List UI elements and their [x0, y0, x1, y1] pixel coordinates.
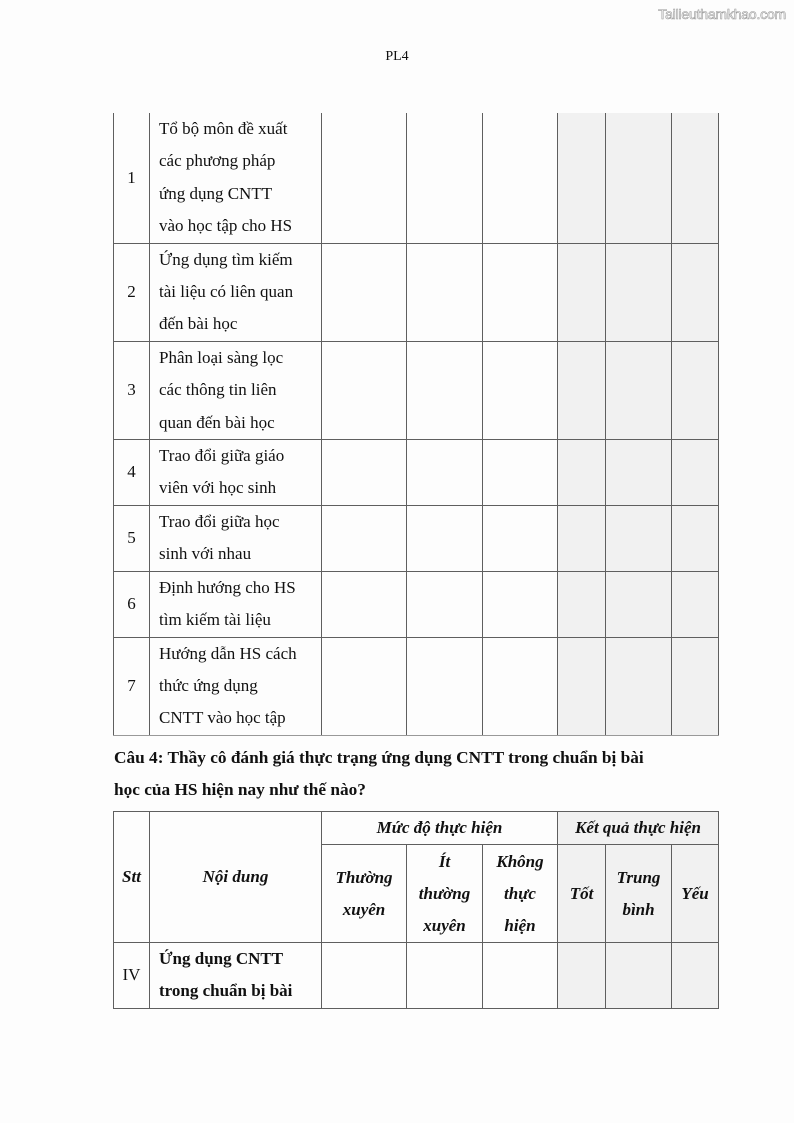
row-number: 2	[114, 243, 150, 341]
question-line: Câu 4: Thầy cô đánh giá thực trạng ứng dụng CNTT trong chuẩn bị bài	[114, 748, 644, 767]
table-row	[114, 113, 719, 243]
cell-thuong-xuyen[interactable]	[322, 571, 407, 637]
row-content	[150, 943, 322, 1009]
row-content	[150, 571, 322, 637]
cell-tot[interactable]	[558, 943, 606, 1009]
cell-tot[interactable]	[558, 341, 606, 439]
header-it-thuong-xuyen	[407, 845, 483, 943]
cell-it-thuong-xuyen[interactable]	[407, 440, 483, 506]
cell-it-thuong-xuyen[interactable]	[407, 943, 483, 1009]
content-line: ứng dụng CNTT	[159, 183, 273, 203]
cell-tot[interactable]	[558, 113, 606, 243]
header-stt: Stt	[114, 812, 150, 943]
survey-table-continued	[113, 113, 719, 736]
header-line: Không	[496, 851, 544, 871]
cell-thuong-xuyen[interactable]	[322, 943, 407, 1009]
row-number: 3	[114, 341, 150, 439]
content-line: tài liệu có liên quan	[159, 282, 294, 302]
content-line: các thông tin liên	[159, 380, 277, 400]
cell-trung-binh[interactable]	[606, 943, 672, 1009]
cell-tot[interactable]	[558, 243, 606, 341]
table-row	[114, 637, 719, 735]
content-line: quan đến bài học	[159, 412, 275, 432]
table-row	[114, 571, 719, 637]
cell-it-thuong-xuyen[interactable]	[407, 243, 483, 341]
cell-trung-binh[interactable]	[606, 505, 672, 571]
cell-yeu[interactable]	[672, 243, 719, 341]
cell-it-thuong-xuyen[interactable]	[407, 637, 483, 735]
page-number: PL4	[385, 49, 409, 64]
header-line: hiện	[504, 915, 536, 935]
cell-tot[interactable]	[558, 505, 606, 571]
header-group-level: Mức độ thực hiện	[322, 812, 558, 845]
cell-yeu[interactable]	[672, 637, 719, 735]
cell-it-thuong-xuyen[interactable]	[407, 341, 483, 439]
row-number: 4	[114, 440, 150, 506]
header-line: Yếu	[681, 883, 709, 903]
header-content: Nội dung	[150, 812, 322, 943]
cell-trung-binh[interactable]	[606, 637, 672, 735]
row-content	[150, 637, 322, 735]
content-line: thức ứng dụng	[159, 675, 258, 695]
table-row	[114, 341, 719, 439]
row-number: 5	[114, 505, 150, 571]
table-row	[114, 505, 719, 571]
header-line: bình	[622, 899, 655, 919]
table-row	[114, 243, 719, 341]
cell-trung-binh[interactable]	[606, 341, 672, 439]
cell-thuong-xuyen[interactable]	[322, 440, 407, 506]
cell-thuong-xuyen[interactable]	[322, 505, 407, 571]
cell-tot[interactable]	[558, 440, 606, 506]
row-number: IV	[114, 943, 150, 1009]
cell-it-thuong-xuyen[interactable]	[407, 113, 483, 243]
cell-thuong-xuyen[interactable]	[322, 243, 407, 341]
cell-khong-thuc-hien[interactable]	[483, 505, 558, 571]
cell-yeu[interactable]	[672, 341, 719, 439]
question-heading	[114, 742, 724, 806]
content-line: Tổ bộ môn đề xuất	[159, 119, 288, 138]
content-line: Phân loại sàng lọc	[159, 347, 284, 367]
cell-thuong-xuyen[interactable]	[322, 341, 407, 439]
table-row	[114, 943, 719, 1009]
cell-it-thuong-xuyen[interactable]	[407, 571, 483, 637]
header-line: xuyên	[423, 915, 466, 935]
header-line: thực	[504, 883, 536, 903]
cell-thuong-xuyen[interactable]	[322, 113, 407, 243]
header-line: Ít	[438, 851, 451, 871]
content-line: viên với học sinh	[159, 478, 277, 498]
row-number: 7	[114, 637, 150, 735]
header-row-group	[114, 812, 719, 845]
content-line: Trao đổi giữa học	[159, 511, 280, 531]
content-line: trong chuẩn bị bài	[159, 981, 293, 1001]
cell-it-thuong-xuyen[interactable]	[407, 505, 483, 571]
table-row	[114, 440, 719, 506]
question-line: học của HS hiện nay như thế nào?	[114, 780, 366, 799]
row-content	[150, 440, 322, 506]
content-line: Định hướng cho HS	[159, 577, 296, 597]
cell-yeu[interactable]	[672, 505, 719, 571]
watermark: Tailieuthamkhao.com	[658, 6, 786, 22]
content-line: các phương pháp	[159, 151, 276, 171]
content-line: Hướng dẫn HS cách	[159, 643, 297, 663]
cell-khong-thuc-hien[interactable]	[483, 637, 558, 735]
cell-khong-thuc-hien[interactable]	[483, 113, 558, 243]
header-line: Tốt	[569, 883, 594, 903]
row-number: 1	[114, 113, 150, 243]
header-trung-binh	[606, 845, 672, 943]
header-khong-thuc-hien	[483, 845, 558, 943]
cell-khong-thuc-hien[interactable]	[483, 943, 558, 1009]
content-line: đến bài học	[159, 314, 238, 334]
cell-yeu[interactable]	[672, 113, 719, 243]
row-content	[150, 505, 322, 571]
cell-yeu[interactable]	[672, 440, 719, 506]
cell-khong-thuc-hien[interactable]	[483, 243, 558, 341]
cell-yeu[interactable]	[672, 571, 719, 637]
cell-khong-thuc-hien[interactable]	[483, 440, 558, 506]
cell-trung-binh[interactable]	[606, 571, 672, 637]
header-group-result: Kết quả thực hiện	[558, 812, 719, 845]
content-line: vào học tập cho HS	[159, 216, 293, 236]
content-line: tìm kiếm tài liệu	[159, 610, 271, 630]
cell-tot[interactable]	[558, 637, 606, 735]
header-tot	[558, 845, 606, 943]
content-line: Trao đổi giữa giáo	[159, 446, 285, 466]
header-thuong-xuyen	[322, 845, 407, 943]
row-content	[150, 243, 322, 341]
content-line: sinh với nhau	[159, 544, 252, 564]
cell-tot[interactable]	[558, 571, 606, 637]
survey-table-q4	[113, 811, 719, 1009]
row-content	[150, 341, 322, 439]
cell-trung-binh[interactable]	[606, 243, 672, 341]
header-line: Trung	[616, 867, 661, 887]
header-line: xuyên	[342, 899, 386, 919]
header-yeu	[672, 845, 719, 943]
cell-trung-binh[interactable]	[606, 113, 672, 243]
cell-khong-thuc-hien[interactable]	[483, 341, 558, 439]
row-number: 6	[114, 571, 150, 637]
header-line: Thường	[335, 867, 393, 887]
cell-trung-binh[interactable]	[606, 440, 672, 506]
content-line: Ứng dụng CNTT	[159, 949, 284, 968]
content-line: Ứng dụng tìm kiếm	[159, 249, 293, 269]
header-line: thường	[418, 883, 471, 903]
row-content	[150, 113, 322, 243]
cell-thuong-xuyen[interactable]	[322, 637, 407, 735]
cell-yeu[interactable]	[672, 943, 719, 1009]
content-line: CNTT vào học tập	[159, 708, 286, 728]
cell-khong-thuc-hien[interactable]	[483, 571, 558, 637]
